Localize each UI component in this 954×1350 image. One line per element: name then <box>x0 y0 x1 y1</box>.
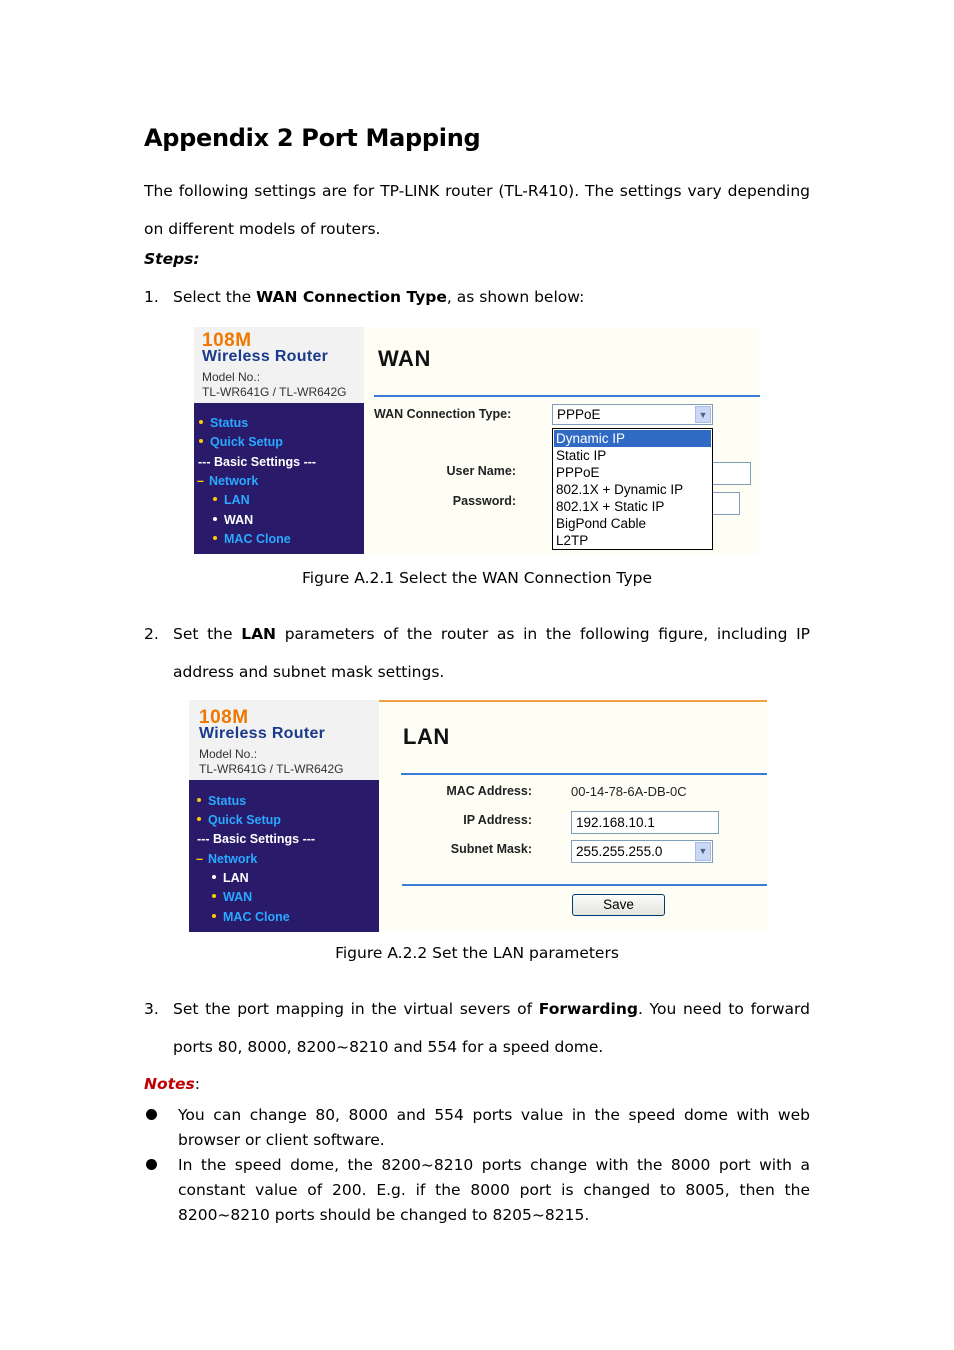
notes-colon: : <box>194 1075 201 1093</box>
bullet-icon <box>212 894 216 898</box>
nav-quick-setup-label: Quick Setup <box>208 813 281 827</box>
nav-basic-settings: --- Basic Settings --- <box>197 832 316 846</box>
nav-mac-clone[interactable] <box>212 910 290 924</box>
step-1-text <box>173 287 810 307</box>
bullet-icon <box>146 1159 157 1170</box>
bullet-icon <box>213 517 217 521</box>
nav-quick-setup[interactable] <box>197 813 281 827</box>
nav-lan-label: LAN <box>223 871 249 885</box>
notes-heading <box>144 1074 200 1094</box>
dash-icon: – <box>196 852 203 866</box>
nav-lan[interactable] <box>213 493 250 507</box>
brand-108m: 108M <box>199 707 249 728</box>
nav-status-label: Status <box>208 794 247 808</box>
subnet-mask-label: Subnet Mask: <box>450 842 532 856</box>
notes-label: Notes <box>144 1075 195 1093</box>
user-name-label: User Name: <box>446 464 516 478</box>
page-title: Appendix 2 Port Mapping <box>144 124 481 152</box>
ip-address-label: IP Address: <box>463 813 532 827</box>
subnet-mask-select[interactable] <box>571 840 713 863</box>
wan-connection-type-label: WAN Connection Type: <box>374 407 512 421</box>
step-2-number: 2. <box>144 625 159 643</box>
router-side-nav <box>189 780 379 932</box>
router-side-nav <box>194 403 364 554</box>
option-dynamic-ip[interactable]: Dynamic IP <box>554 430 711 447</box>
nav-wan[interactable] <box>213 513 253 527</box>
option-bigpond-cable[interactable]: BigPond Cable <box>556 516 647 531</box>
nav-basic-settings: --- Basic Settings --- <box>198 455 317 469</box>
brand-108m: 108M <box>202 330 252 351</box>
wan-title: WAN <box>378 346 431 371</box>
password-label: Password: <box>452 494 516 508</box>
nav-status[interactable] <box>197 794 246 808</box>
model-label: Model No.: <box>202 370 261 384</box>
nav-lan[interactable] <box>212 871 249 885</box>
nav-wan[interactable] <box>212 890 252 904</box>
save-button[interactable]: Save <box>572 894 665 916</box>
subnet-mask-value: 255.255.255.0 <box>576 844 663 859</box>
bullet-icon <box>197 798 201 802</box>
figure-2-caption: Figure A.2.2 Set the LAN parameters <box>335 944 619 962</box>
note-2: In the speed dome, the 8200~8210 ports change with the 8000 port with a constant value of 200. E.g. if the 8000 port is changed to 8005, then the 8200~8210 ports should be changed to 8205~8215. <box>178 1156 810 1224</box>
step-1-bold: WAN Connection Type <box>256 288 447 306</box>
step-2-post: parameters of the router as in the following figure, including IP address and subnet mask settings. <box>173 625 810 681</box>
wan-connection-type-value: PPPoE <box>557 407 601 422</box>
router-brand-panel <box>194 327 364 403</box>
nav-mac-clone-label: MAC Clone <box>224 532 291 546</box>
step-3-pre: Set the port mapping in the virtual severs of <box>173 1000 539 1018</box>
bullet-icon <box>197 817 201 821</box>
nav-wan-label: WAN <box>223 890 253 904</box>
step-1-number: 1. <box>144 288 159 306</box>
option-static-ip[interactable]: Static IP <box>556 448 607 463</box>
bullet-icon <box>199 420 203 424</box>
mac-address-value: 00-14-78-6A-DB-0C <box>571 784 687 799</box>
option-8021x-static-ip[interactable]: 802.1X + Static IP <box>556 499 665 514</box>
chevron-down-icon[interactable]: ▼ <box>695 406 711 423</box>
mac-address-label: MAC Address: <box>446 784 532 798</box>
lan-title: LAN <box>403 724 450 749</box>
wan-main-area <box>364 327 760 554</box>
step-1-post: , as shown below: <box>446 288 585 306</box>
nav-mac-clone[interactable] <box>213 532 291 546</box>
bullet-icon <box>212 914 216 918</box>
option-pppoe[interactable]: PPPoE <box>556 465 600 480</box>
step-2-bold: LAN <box>241 625 277 643</box>
router-brand-panel <box>189 700 379 780</box>
wan-screenshot <box>194 327 760 554</box>
option-l2tp[interactable]: L2TP <box>556 533 589 548</box>
step-3-bold: Forwarding <box>538 1000 638 1018</box>
bullet-icon <box>213 497 217 501</box>
model-value: TL-WR641G / TL-WR642G <box>199 762 344 776</box>
model-label: Model No.: <box>199 747 258 761</box>
step-1-pre: Select the <box>173 288 257 306</box>
step-2-pre: Set the <box>173 625 242 643</box>
bullet-icon <box>212 875 216 879</box>
nav-network-label: Network <box>208 474 259 488</box>
ip-address-input[interactable]: 192.168.10.1 <box>571 811 719 834</box>
nav-status-label: Status <box>210 416 249 430</box>
brand-wireless-router: Wireless Router <box>202 348 329 365</box>
brand-wireless-router: Wireless Router <box>199 725 326 742</box>
nav-mac-clone-label: MAC Clone <box>223 910 290 924</box>
step-3-number: 3. <box>144 1000 159 1018</box>
intro-paragraph: The following settings are for TP-LINK router (TL-R410). The settings vary depending on different models of routers. <box>144 182 810 238</box>
chevron-down-icon[interactable]: ▼ <box>695 842 711 861</box>
divider <box>402 884 767 886</box>
nav-status[interactable] <box>199 416 248 430</box>
divider <box>401 773 767 775</box>
step-2-text <box>173 615 810 691</box>
nav-quick-setup-label: Quick Setup <box>210 435 283 449</box>
nav-lan-label: LAN <box>224 493 250 507</box>
nav-quick-setup[interactable] <box>199 435 283 449</box>
step-3-post: . You need to forward ports 80, 8000, 8200~8210 and 554 for a speed dome. <box>173 1000 810 1056</box>
figure-1-caption: Figure A.2.1 Select the WAN Connection Type <box>301 569 653 587</box>
note-1: You can change 80, 8000 and 554 ports value in the speed dome with web browser or client software. <box>178 1106 810 1149</box>
nav-wan-label: WAN <box>224 513 254 527</box>
steps-label: Steps: <box>144 250 200 268</box>
wan-connection-type-options <box>552 428 713 550</box>
nav-network[interactable] <box>196 852 257 866</box>
nav-network-label: Network <box>207 852 258 866</box>
bullet-icon <box>199 439 203 443</box>
divider <box>374 395 760 397</box>
dash-icon: – <box>197 474 204 488</box>
step-3-text <box>173 990 810 1066</box>
wan-connection-type-select[interactable] <box>552 404 713 425</box>
option-8021x-dynamic-ip[interactable]: 802.1X + Dynamic IP <box>556 482 684 497</box>
model-value: TL-WR641G / TL-WR642G <box>202 385 347 399</box>
bullet-icon <box>146 1109 157 1120</box>
nav-network[interactable] <box>197 474 258 488</box>
bullet-icon <box>213 536 217 540</box>
